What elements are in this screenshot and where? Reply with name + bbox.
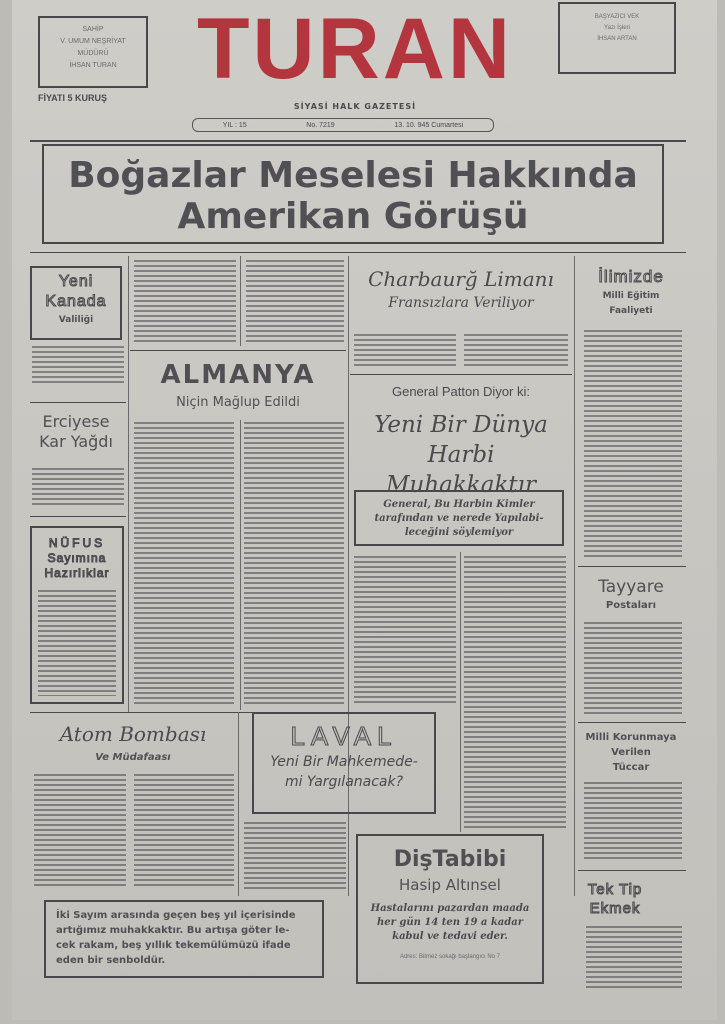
- dentist-line3: kabul ve tedavi eder.: [392, 931, 508, 942]
- charbaurg-line2: Fransızlara Veriliyor: [388, 295, 534, 311]
- masthead-rule: [30, 140, 686, 142]
- editor-line: Yazı İşleri: [604, 25, 630, 31]
- kanada-box: [30, 266, 122, 340]
- erciyes-line1: Erciyese: [42, 412, 110, 431]
- ilimizde-line1: İlimizde: [598, 267, 664, 286]
- laval-line1: Yeni Bir Mahkemede-: [270, 754, 418, 770]
- ilimizde-line2: Milli Eğitim: [602, 291, 660, 301]
- dentist-line2: her gün 14 ten 19 a kadar: [376, 917, 524, 928]
- charbaurg-text: [354, 334, 456, 366]
- nufus-text: [38, 590, 116, 696]
- koruma-line2: Verilen: [611, 747, 651, 758]
- kanada-line2: Kanada: [45, 293, 107, 310]
- census-line1: İki Sayım arasında geçen beş yıl içerisinde: [56, 910, 296, 921]
- column-rule: [574, 256, 575, 896]
- almanya-text: [134, 422, 234, 706]
- publisher-line: MÜDÜRÜ: [77, 50, 109, 57]
- charbaurg-line1: Charbaurğ Limanı: [368, 267, 554, 291]
- almanya-title: ALMANYA: [160, 360, 316, 390]
- tayyare-headline: [578, 576, 684, 614]
- dentist-name: Hasip Altınsel: [399, 876, 501, 894]
- nufus-line3: Hazırlıklar: [44, 566, 110, 580]
- patton-line2: Harbi Muhakkaktır: [385, 442, 536, 498]
- editor-line: BAŞYAZICI VEK: [594, 14, 640, 20]
- koruma-headline: [576, 730, 686, 775]
- almanya-subtitle: Niçin Mağlup Edildi: [176, 395, 300, 410]
- tayyare-line1: Tayyare: [598, 577, 664, 597]
- koruma-line3: Tüccar: [612, 762, 650, 773]
- census-line2: artığımız muhakkaktır. Bu artışa göter le-: [56, 925, 290, 936]
- headline-story-text: [246, 260, 344, 344]
- atom-title: Atom Bombası: [59, 722, 207, 746]
- erciyes-text: [32, 468, 124, 506]
- column-rule: [240, 420, 241, 710]
- census-line3: cek rakam, beş yıllık tekemülümüzü ifade: [56, 940, 291, 951]
- patton-box-line2: tarafından ve nerede Yapılabi-: [374, 513, 544, 524]
- kanada-line3: Valiliği: [58, 315, 94, 325]
- patton-box-line1: General, Bu Harbin Kimler: [383, 499, 535, 510]
- issue-date: 13. 10. 945 Cumartesi: [394, 121, 464, 129]
- nufus-box: [30, 526, 124, 704]
- atom-text: [134, 774, 234, 886]
- column-rule: [460, 552, 461, 832]
- publisher-line: SAHİP: [82, 26, 104, 33]
- tayyare-line2: Postaları: [605, 600, 657, 611]
- kanada-line1: Yeni: [58, 273, 94, 290]
- tekip-headline: [578, 880, 652, 918]
- editor-line: İHSAN ARTAN: [597, 36, 637, 42]
- price-label: FİYATI 5 KURUŞ: [38, 93, 108, 103]
- tekip-text: [586, 926, 682, 988]
- charbaurg-text: [464, 334, 568, 366]
- column-rule: [238, 712, 239, 896]
- issue-year: YIL : 15: [222, 121, 247, 129]
- newspaper-subtitle: SİYASİ HALK GAZETESİ: [293, 102, 417, 111]
- koruma-line1: Milli Korunmaya: [585, 732, 677, 743]
- newspaper-title: TURAN: [197, 1, 513, 97]
- right-rule: [578, 870, 686, 871]
- erciyes-line2: Kar Yağdı: [39, 432, 113, 451]
- laval-box: [252, 712, 436, 814]
- patton-rule: [350, 374, 572, 375]
- nufus-line1: NÜFUS: [48, 536, 106, 550]
- dentist-address: Adres: Bitmez sokağı başlangıcı No 7: [399, 954, 501, 960]
- dentist-title: DişTabibi: [393, 847, 507, 872]
- patton-subhead-box: [354, 490, 564, 546]
- publisher-line: V. UMUM NEŞRİYAT: [60, 38, 126, 45]
- headline-rule: [30, 252, 686, 253]
- ilimizde-line3: Faaliyeti: [609, 306, 653, 316]
- column-rule: [240, 256, 241, 346]
- almanya-rule: [130, 350, 346, 351]
- tayyare-text: [584, 622, 682, 714]
- atom-subtitle: Ve Müdafaası: [95, 752, 171, 763]
- laval-title: LAVAL: [290, 721, 398, 751]
- main-headline-line2: Amerikan Görüşü: [177, 196, 529, 237]
- dentist-ad-box: [356, 834, 544, 984]
- column-rule: [128, 256, 129, 712]
- tekip-line2: Ekmek: [589, 900, 641, 917]
- nufus-line2: Sayımına: [47, 551, 107, 565]
- publisher-box: [38, 16, 148, 88]
- laval-line2: mi Yargılanacak?: [284, 774, 404, 790]
- right-rule: [578, 566, 686, 567]
- koruma-text: [584, 782, 682, 862]
- atom-text: [34, 774, 126, 886]
- patton-text: [354, 556, 456, 706]
- headline-story-text: [134, 260, 236, 344]
- census-box: [44, 900, 324, 978]
- ilimizde-text: [584, 330, 682, 560]
- patton-box-line3: leceğini söylemiyor: [404, 527, 514, 538]
- right-rule: [578, 722, 686, 723]
- editor-box: [558, 2, 676, 74]
- left-rule: [30, 516, 126, 517]
- publisher-line: İHSAN TURAN: [69, 62, 117, 69]
- patton-text: [464, 556, 566, 828]
- ilimizde-headline: [578, 266, 684, 318]
- issue-info-bar: [192, 118, 494, 132]
- dentist-line1: Hastalarını pazardan maada: [370, 903, 530, 914]
- charbaurg-headline: [352, 266, 570, 314]
- almanya-text: [244, 422, 344, 706]
- erciyes-headline: [26, 412, 126, 452]
- tekip-line1: Tek Tip: [587, 881, 643, 898]
- census-line4: eden bir senboldür.: [56, 955, 166, 966]
- main-headline-box: [42, 144, 664, 244]
- left-rule: [30, 402, 126, 403]
- patton-kicker: General Patton Diyor ki:: [391, 384, 530, 399]
- issue-number: No. 7219: [306, 121, 335, 129]
- patton-line1: Yeni Bir Dünya: [374, 412, 548, 438]
- laval-text: [244, 822, 346, 890]
- main-headline-line1: Boğazlar Meselesi Hakkında: [68, 155, 638, 196]
- kanada-text: [32, 346, 124, 386]
